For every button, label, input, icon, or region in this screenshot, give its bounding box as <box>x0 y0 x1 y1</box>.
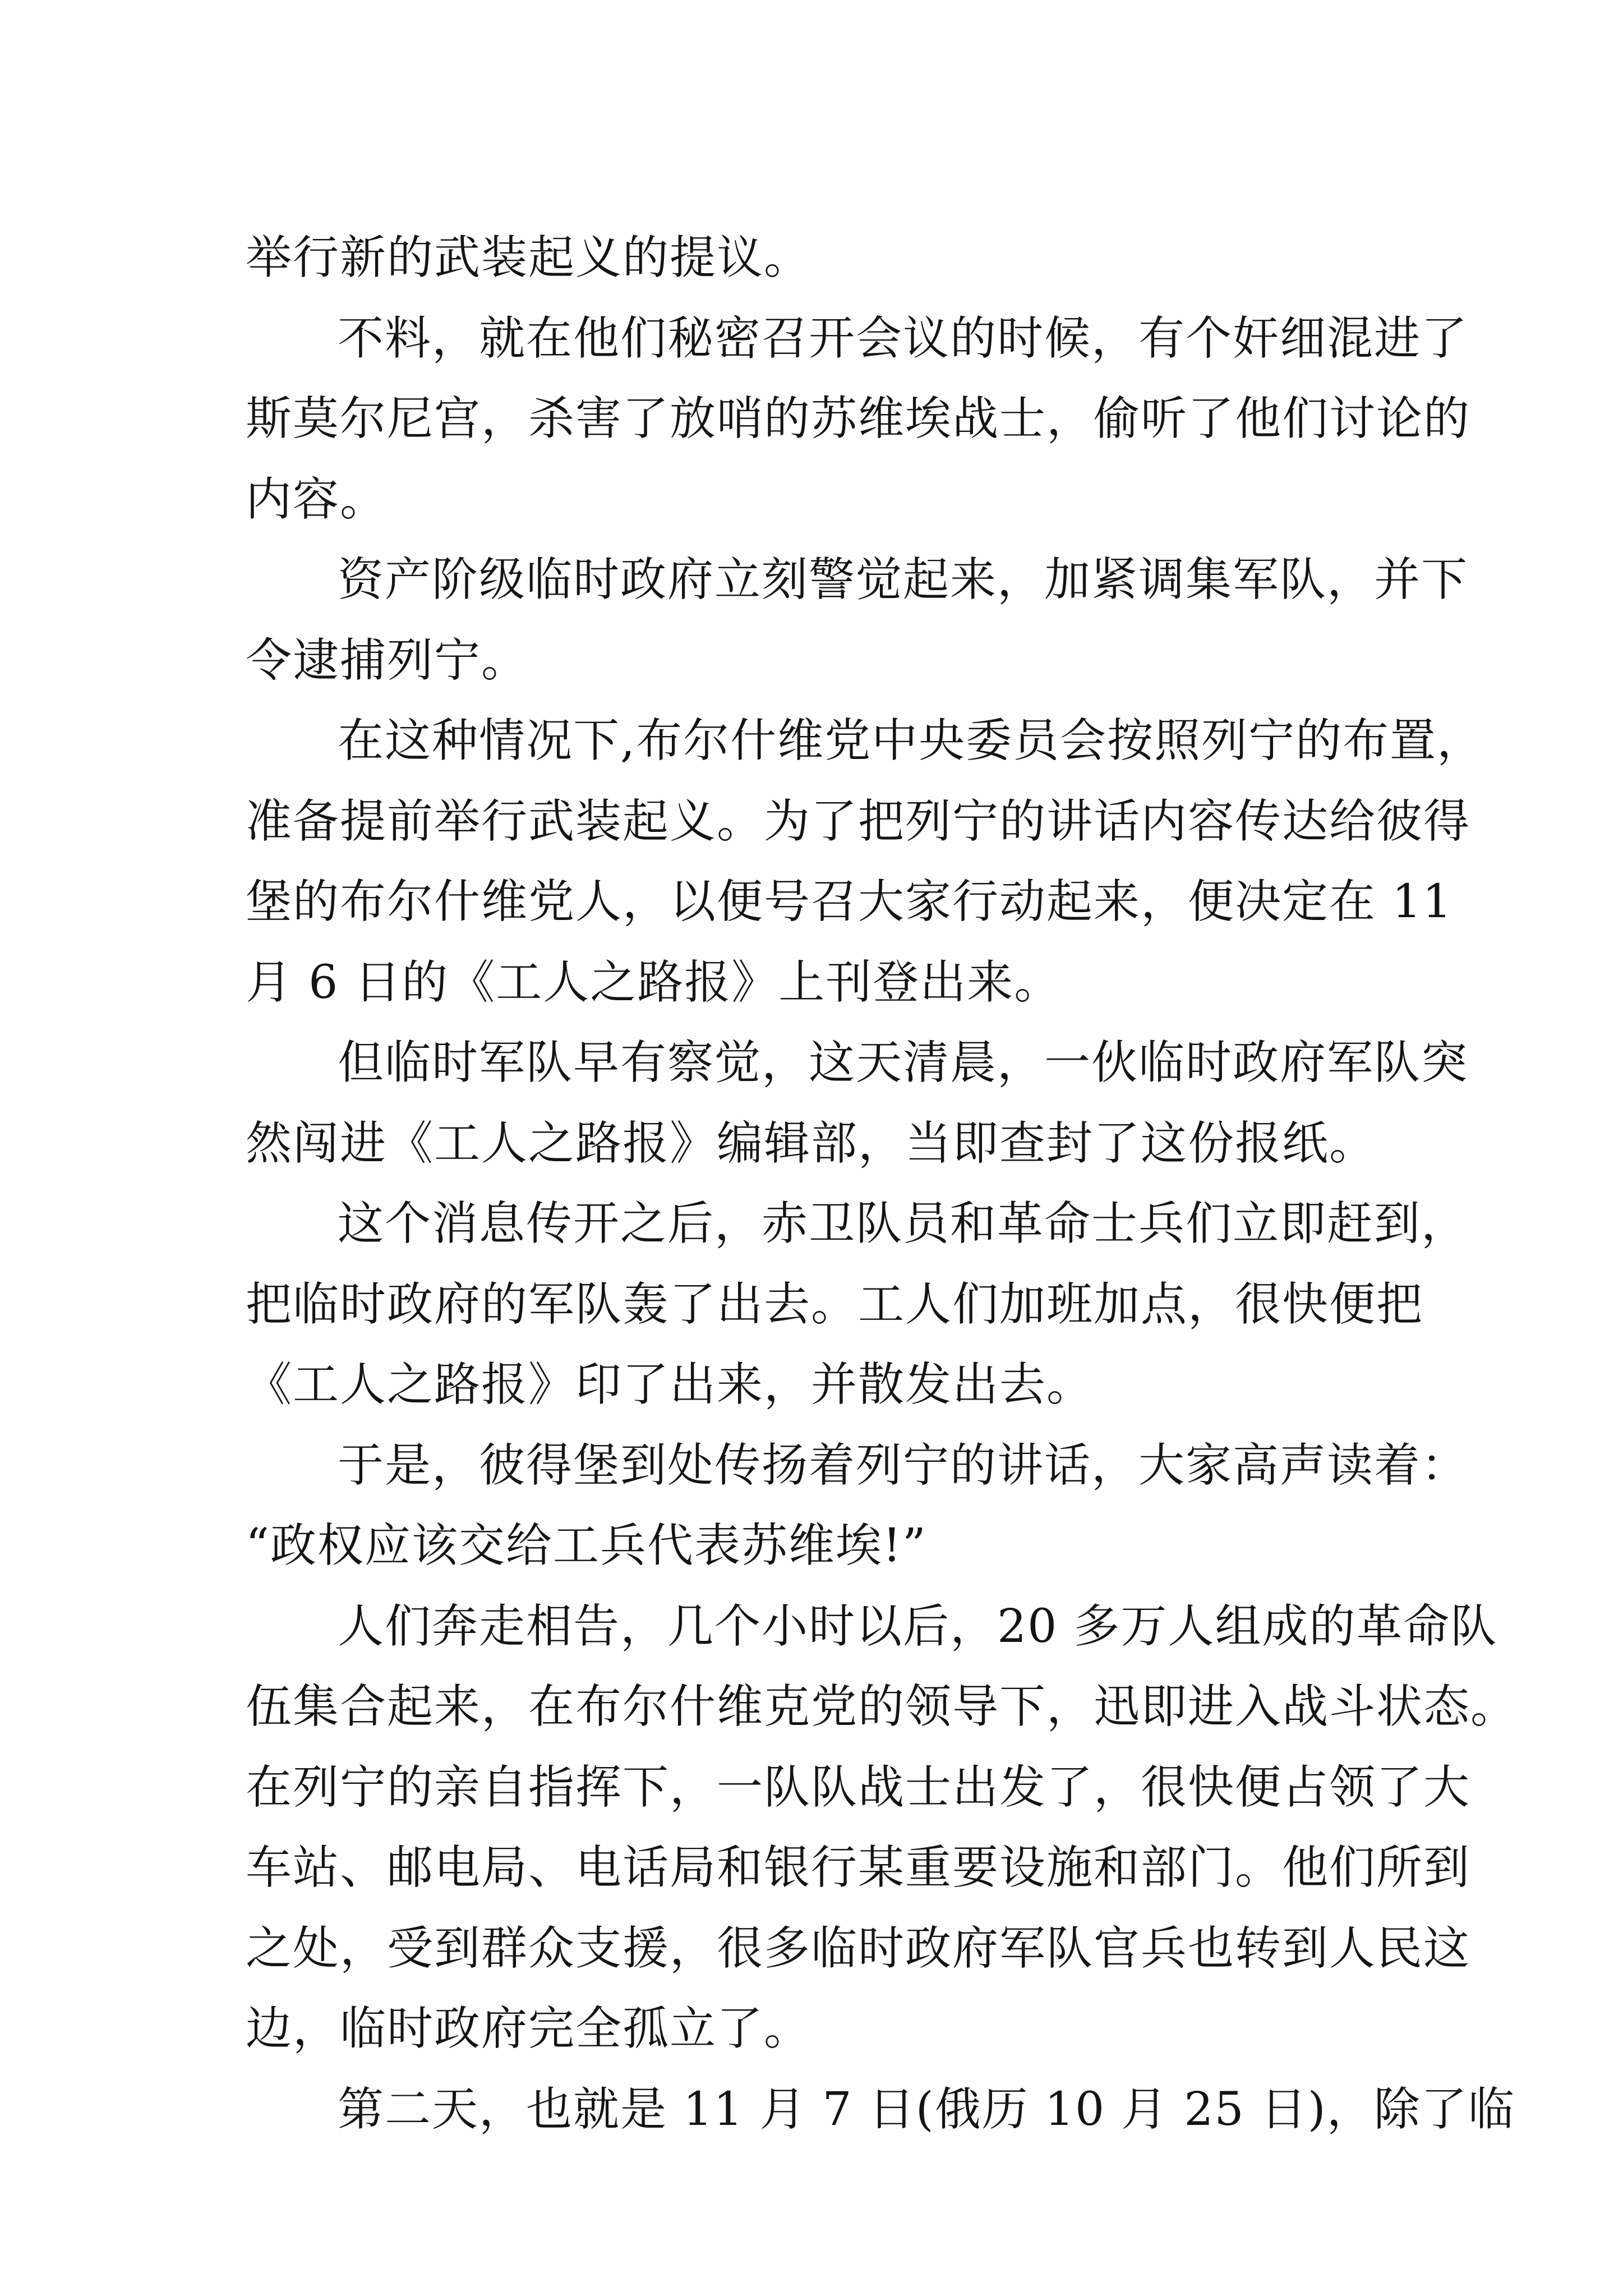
text-line: 令逮捕列宁。 <box>246 633 529 687</box>
text-line: 这个消息传开之后，赤卫队员和革命士兵们立即赶到， <box>338 1197 1469 1250</box>
text-line: 准备提前举行武装起义。为了把列宁的讲话内容传达给彼得 <box>246 794 1471 848</box>
text-line: 之处，受到群众支援，很多临时政府军队官兵也转到人民这 <box>246 1921 1471 1975</box>
text-line: “政权应该交给工兵代表苏维埃!” <box>246 1519 927 1572</box>
text-line: 资产阶级临时政府立刻警觉起来，加紧调集军队，并下 <box>338 553 1469 606</box>
text-line: 边，临时政府完全孤立了。 <box>246 2002 811 2055</box>
text-line: 堡的布尔什维党人，以便号召大家行动起来，便决定在 11 <box>246 875 1453 928</box>
text-line: 在列宁的亲自指挥下，一队队战士出发了，很快便占领了大 <box>246 1760 1471 1814</box>
text-line: 月 6 日的《工人之路报》上刊登出来。 <box>246 955 1062 1009</box>
text-line: 第二天，也就是 11 月 7 日(俄历 10 月 25 日)，除了临 <box>338 2082 1515 2136</box>
text-line: 然闯进《工人之路报》编辑部，当即查封了这份报纸。 <box>246 1116 1377 1170</box>
body-text <box>246 218 1518 2150</box>
text-line: 举行新的武装起义的提议。 <box>246 231 811 284</box>
text-line: 伍集合起来，在布尔什维克党的领导下，迅即进入战斗状态。 <box>246 1680 1518 1733</box>
text-line: 斯莫尔尼宫，杀害了放哨的苏维埃战士，偷听了他们讨论的 <box>246 392 1471 445</box>
text-line: 把临时政府的军队轰了出去。工人们加班加点，很快便把 <box>246 1277 1424 1331</box>
text-line: 于是，彼得堡到处传扬着列宁的讲话，大家高声读着： <box>338 1438 1469 1492</box>
text-line: 车站、邮电局、电话局和银行某重要设施和部门。他们所到 <box>246 1841 1471 1894</box>
text-line: 不料，就在他们秘密召开会议的时候，有个奸细混进了 <box>338 311 1469 365</box>
text-line: 但临时军队早有察觉，这天清晨，一伙临时政府军队突 <box>338 1036 1469 1089</box>
text-line: 在这种情况下,布尔什维党中央委员会按照列宁的布置， <box>338 714 1484 767</box>
text-line: 《工人之路报》印了出来，并散发出去。 <box>246 1358 1094 1411</box>
text-line: 人们奔走相告，几个小时以后，20 多万人组成的革命队 <box>338 1599 1498 1653</box>
text-line: 内容。 <box>246 472 388 526</box>
